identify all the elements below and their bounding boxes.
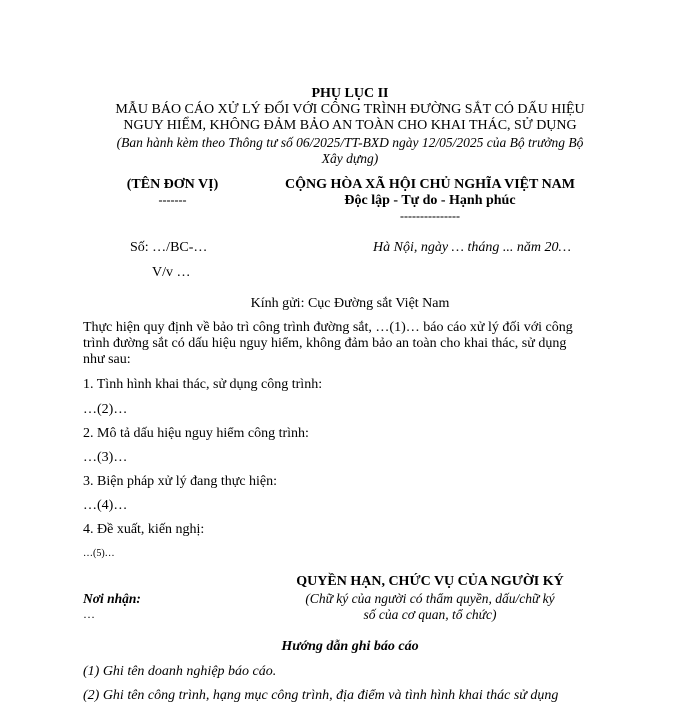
document-number: Số: …/BC-… xyxy=(130,240,208,255)
section-1-heading: 1. Tình hình khai thác, sử dụng công trình: xyxy=(83,377,323,392)
signer-title: QUYỀN HẠN, CHỨC VỤ CỦA NGƯỜI KÝ xyxy=(296,574,564,589)
place-and-date: Hà Nội, ngày … tháng ... năm 20… xyxy=(373,240,571,255)
document-title-line-2: NGUY HIỂM, KHÔNG ĐẢM BẢO AN TOÀN CHO KHAI THÁC, SỬ DỤNG xyxy=(123,118,577,133)
section-2-placeholder: …(3)… xyxy=(83,450,128,465)
guide-title: Hướng dẫn ghi báo cáo xyxy=(281,639,419,654)
unit-name: (TÊN ĐƠN VỊ) xyxy=(126,177,219,192)
issued-note-line-1: (Ban hành kèm theo Thông tư số 06/2025/TT-BXD ngày 12/05/2025 của Bộ trưởng Bộ xyxy=(116,135,584,150)
intro-paragraph-line-1: Thực hiện quy định về bảo trì công trình đường sắt, …(1)… báo cáo xử lý đối với công xyxy=(83,320,573,335)
unit-rule: ------- xyxy=(158,193,187,207)
signature-note-line-2: số của cơ quan, tổ chức) xyxy=(363,607,497,622)
motto-rule: --------------- xyxy=(400,209,460,223)
section-1-placeholder: …(2)… xyxy=(83,402,128,417)
section-4-heading: 4. Đề xuất, kiến nghị: xyxy=(83,522,205,537)
guide-line-2: (2) Ghi tên công trình, hạng mục công trình, địa điểm và tình hình khai thác sử dụng xyxy=(83,688,559,703)
section-2-heading: 2. Mô tả dấu hiệu nguy hiểm công trình: xyxy=(83,426,309,441)
document-title-line-1: MẪU BÁO CÁO XỬ LÝ ĐỐI VỚI CÔNG TRÌNH ĐƯỜNG SẮT CÓ DẤU HIỆU xyxy=(115,102,585,117)
nation-motto: Độc lập - Tự do - Hạnh phúc xyxy=(344,193,516,208)
nation-title: CỘNG HÒA XÃ HỘI CHỦ NGHĨA VIỆT NAM xyxy=(284,177,575,192)
issued-note-line-2: Xây dựng) xyxy=(321,151,379,166)
section-3-heading: 3. Biện pháp xử lý đang thực hiện: xyxy=(83,474,278,489)
intro-paragraph-line-2: trình đường sắt có dấu hiệu nguy hiểm, không đảm bảo an toàn cho khai thác, sử dụng xyxy=(83,336,567,351)
intro-paragraph-line-3: như sau: xyxy=(83,352,131,367)
recipients-list: … xyxy=(83,607,95,621)
recipient-line: Kính gửi: Cục Đường sắt Việt Nam xyxy=(250,296,450,311)
appendix-heading: PHỤ LỤC II xyxy=(311,86,389,101)
signature-note-line-1: (Chữ ký của người có thẩm quyền, dấu/chữ ký xyxy=(305,591,555,606)
recipients-label: Nơi nhận: xyxy=(83,591,141,606)
document-subject: V/v … xyxy=(152,265,191,280)
section-3-placeholder: …(4)… xyxy=(83,498,128,513)
section-4-placeholder: …(5)… xyxy=(83,548,115,559)
guide-line-1: (1) Ghi tên doanh nghiệp báo cáo. xyxy=(83,664,277,679)
